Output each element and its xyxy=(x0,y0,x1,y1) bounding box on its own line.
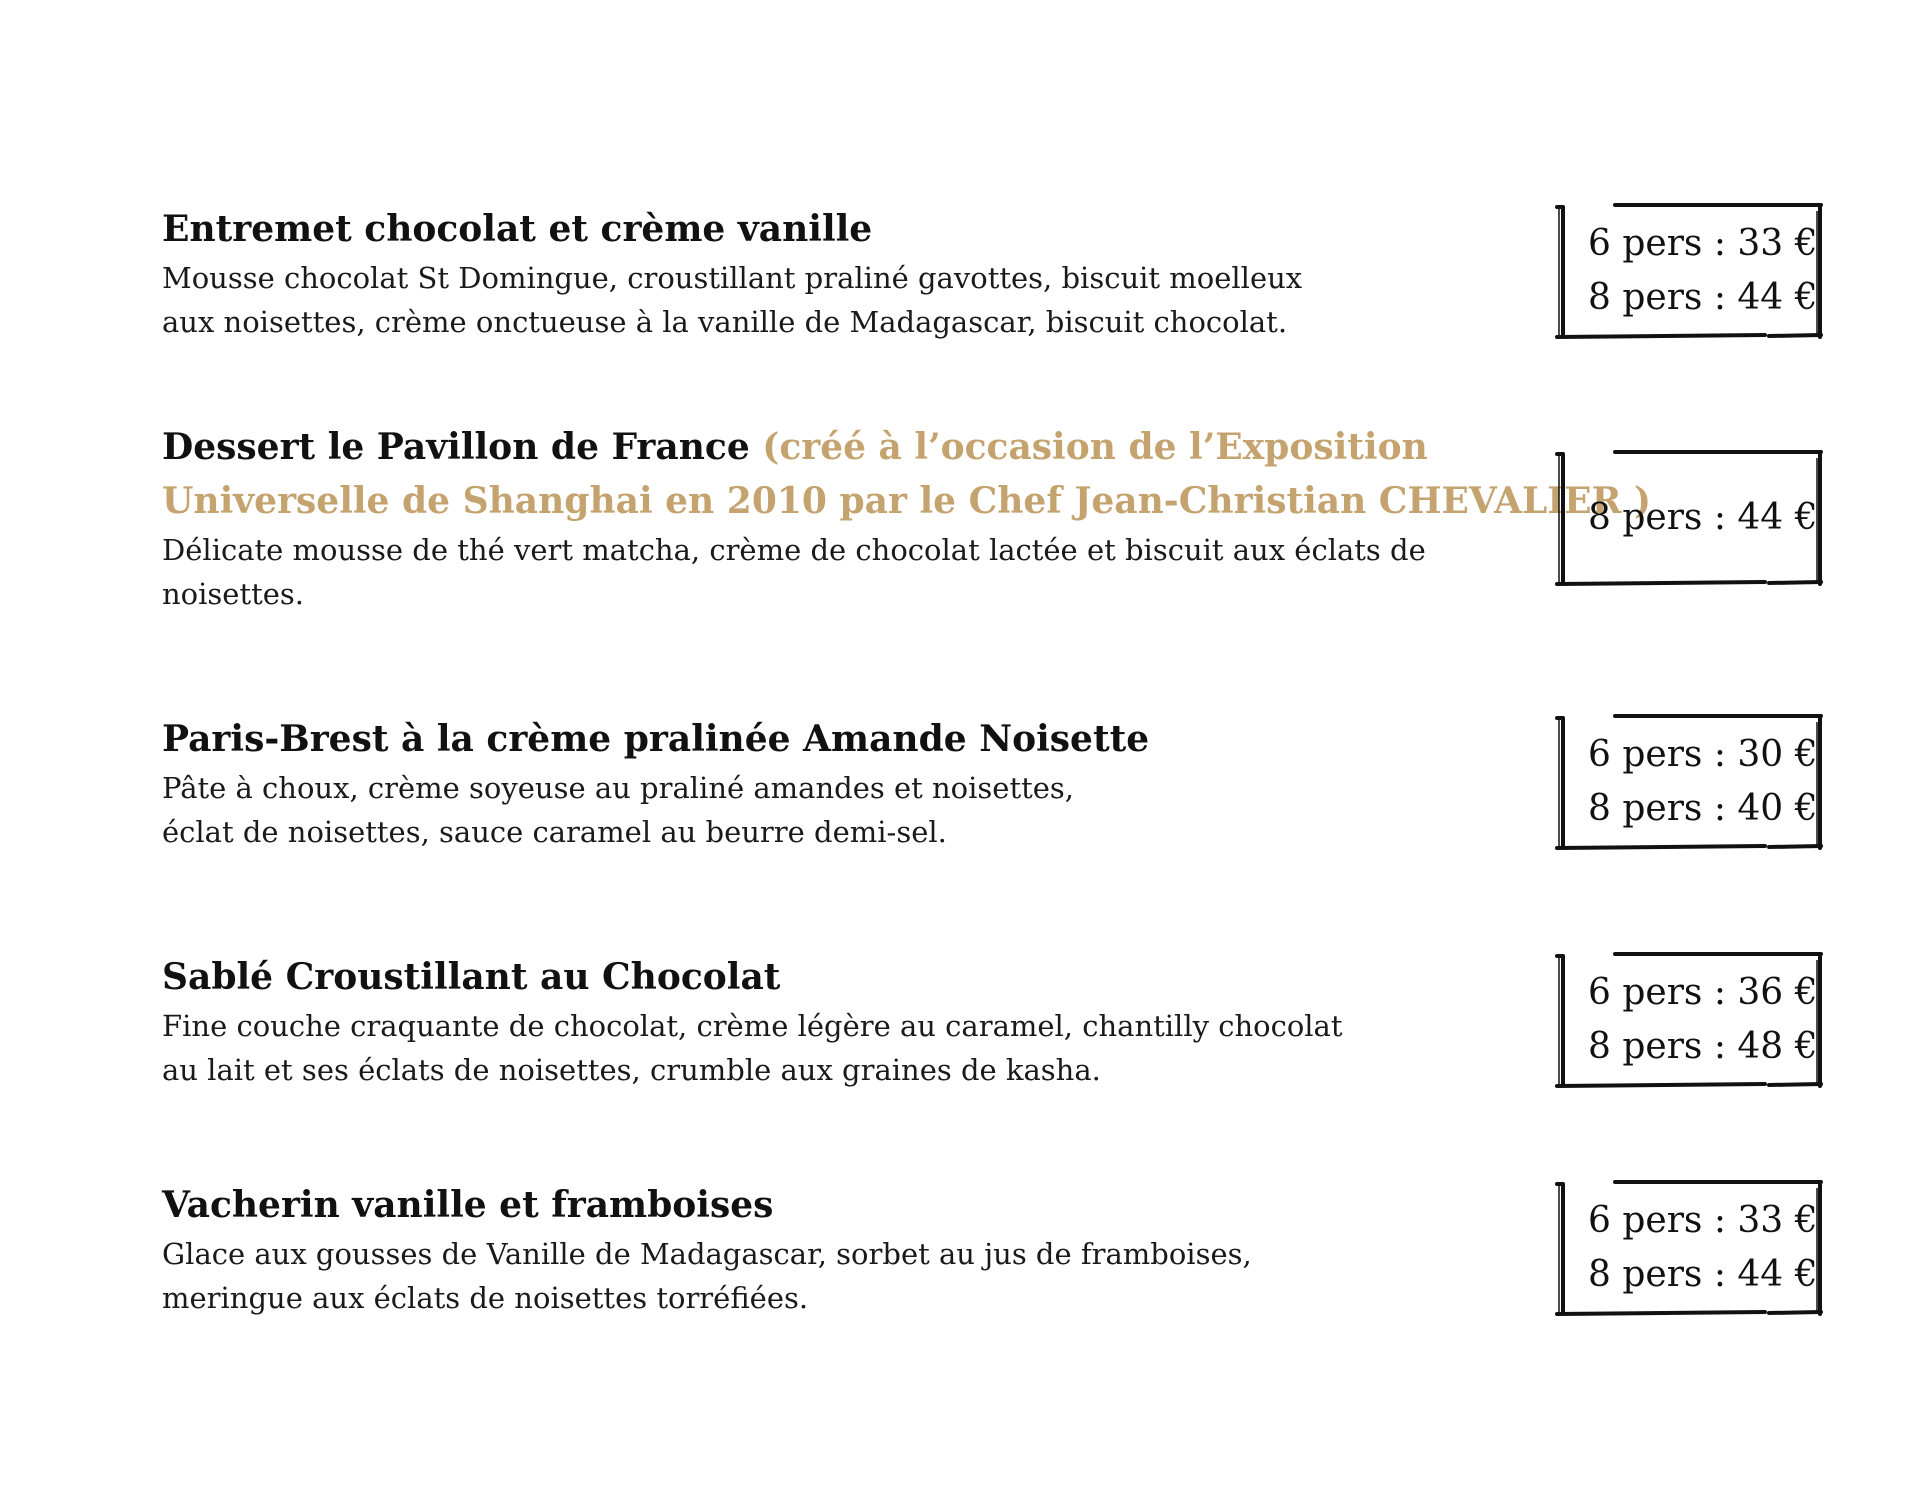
item-desc-line: éclat de noisettes, sauce caramel au beurre demi-sel. xyxy=(162,815,947,849)
item-text xyxy=(162,950,1492,1092)
item-desc-line: Mousse chocolat St Domingue, croustillant praliné gavottes, biscuit moelleux xyxy=(162,261,1303,295)
price-box xyxy=(1555,1180,1823,1316)
item-text xyxy=(162,202,1492,344)
item-text xyxy=(162,712,1492,854)
price-box xyxy=(1555,714,1823,850)
item-title-note: (créé à l’occasion de l’Exposition xyxy=(762,426,1428,468)
price-6-pers: 6 pers : 33 € xyxy=(1588,223,1818,264)
item-desc-line: Délicate mousse de thé vert matcha, crème de chocolat lactée et biscuit aux éclats de xyxy=(162,533,1426,567)
price-8-pers: 8 pers : 44 € xyxy=(1588,497,1818,538)
item-title: Entremet chocolat et crème vanille xyxy=(162,208,873,250)
price-box xyxy=(1555,203,1823,339)
item-desc-line: Fine couche craquante de chocolat, crème légère au caramel, chantilly chocolat xyxy=(162,1009,1343,1043)
item-desc-line: meringue aux éclats de noisettes torréfiées. xyxy=(162,1281,809,1315)
item-title xyxy=(162,420,1492,474)
item-text xyxy=(162,1178,1492,1320)
price-6-pers: 6 pers : 33 € xyxy=(1588,1200,1818,1241)
price-8-pers: 8 pers : 40 € xyxy=(1588,788,1818,829)
price-6-pers: 6 pers : 36 € xyxy=(1588,972,1818,1013)
item-desc-line: aux noisettes, crème onctueuse à la vanille de Madagascar, biscuit chocolat. xyxy=(162,305,1288,339)
price-8-pers: 8 pers : 48 € xyxy=(1588,1026,1818,1067)
item-desc-line: noisettes. xyxy=(162,577,305,611)
item-title-note-line2: Universelle de Shanghai en 2010 par le Chef Jean-Christian CHEVALIER ) xyxy=(162,480,1652,522)
item-desc-line: au lait et ses éclats de noisettes, crumble aux graines de kasha. xyxy=(162,1053,1101,1087)
item-title: Paris-Brest à la crème pralinée Amande Noisette xyxy=(162,718,1150,760)
item-title: Sablé Croustillant au Chocolat xyxy=(162,956,781,998)
item-text xyxy=(162,420,1652,616)
price-8-pers: 8 pers : 44 € xyxy=(1588,1254,1818,1295)
price-box xyxy=(1555,952,1823,1088)
price-8-pers: 8 pers : 44 € xyxy=(1588,277,1818,318)
item-title: Vacherin vanille et framboises xyxy=(162,1184,774,1226)
price-6-pers: 6 pers : 30 € xyxy=(1588,734,1818,775)
item-desc-line: Glace aux gousses de Vanille de Madagascar, sorbet au jus de framboises, xyxy=(162,1237,1252,1271)
item-desc-line: Pâte à choux, crème soyeuse au praliné amandes et noisettes, xyxy=(162,771,1075,805)
price-box xyxy=(1555,450,1823,586)
item-title-main: Dessert le Pavillon de France xyxy=(162,426,750,468)
